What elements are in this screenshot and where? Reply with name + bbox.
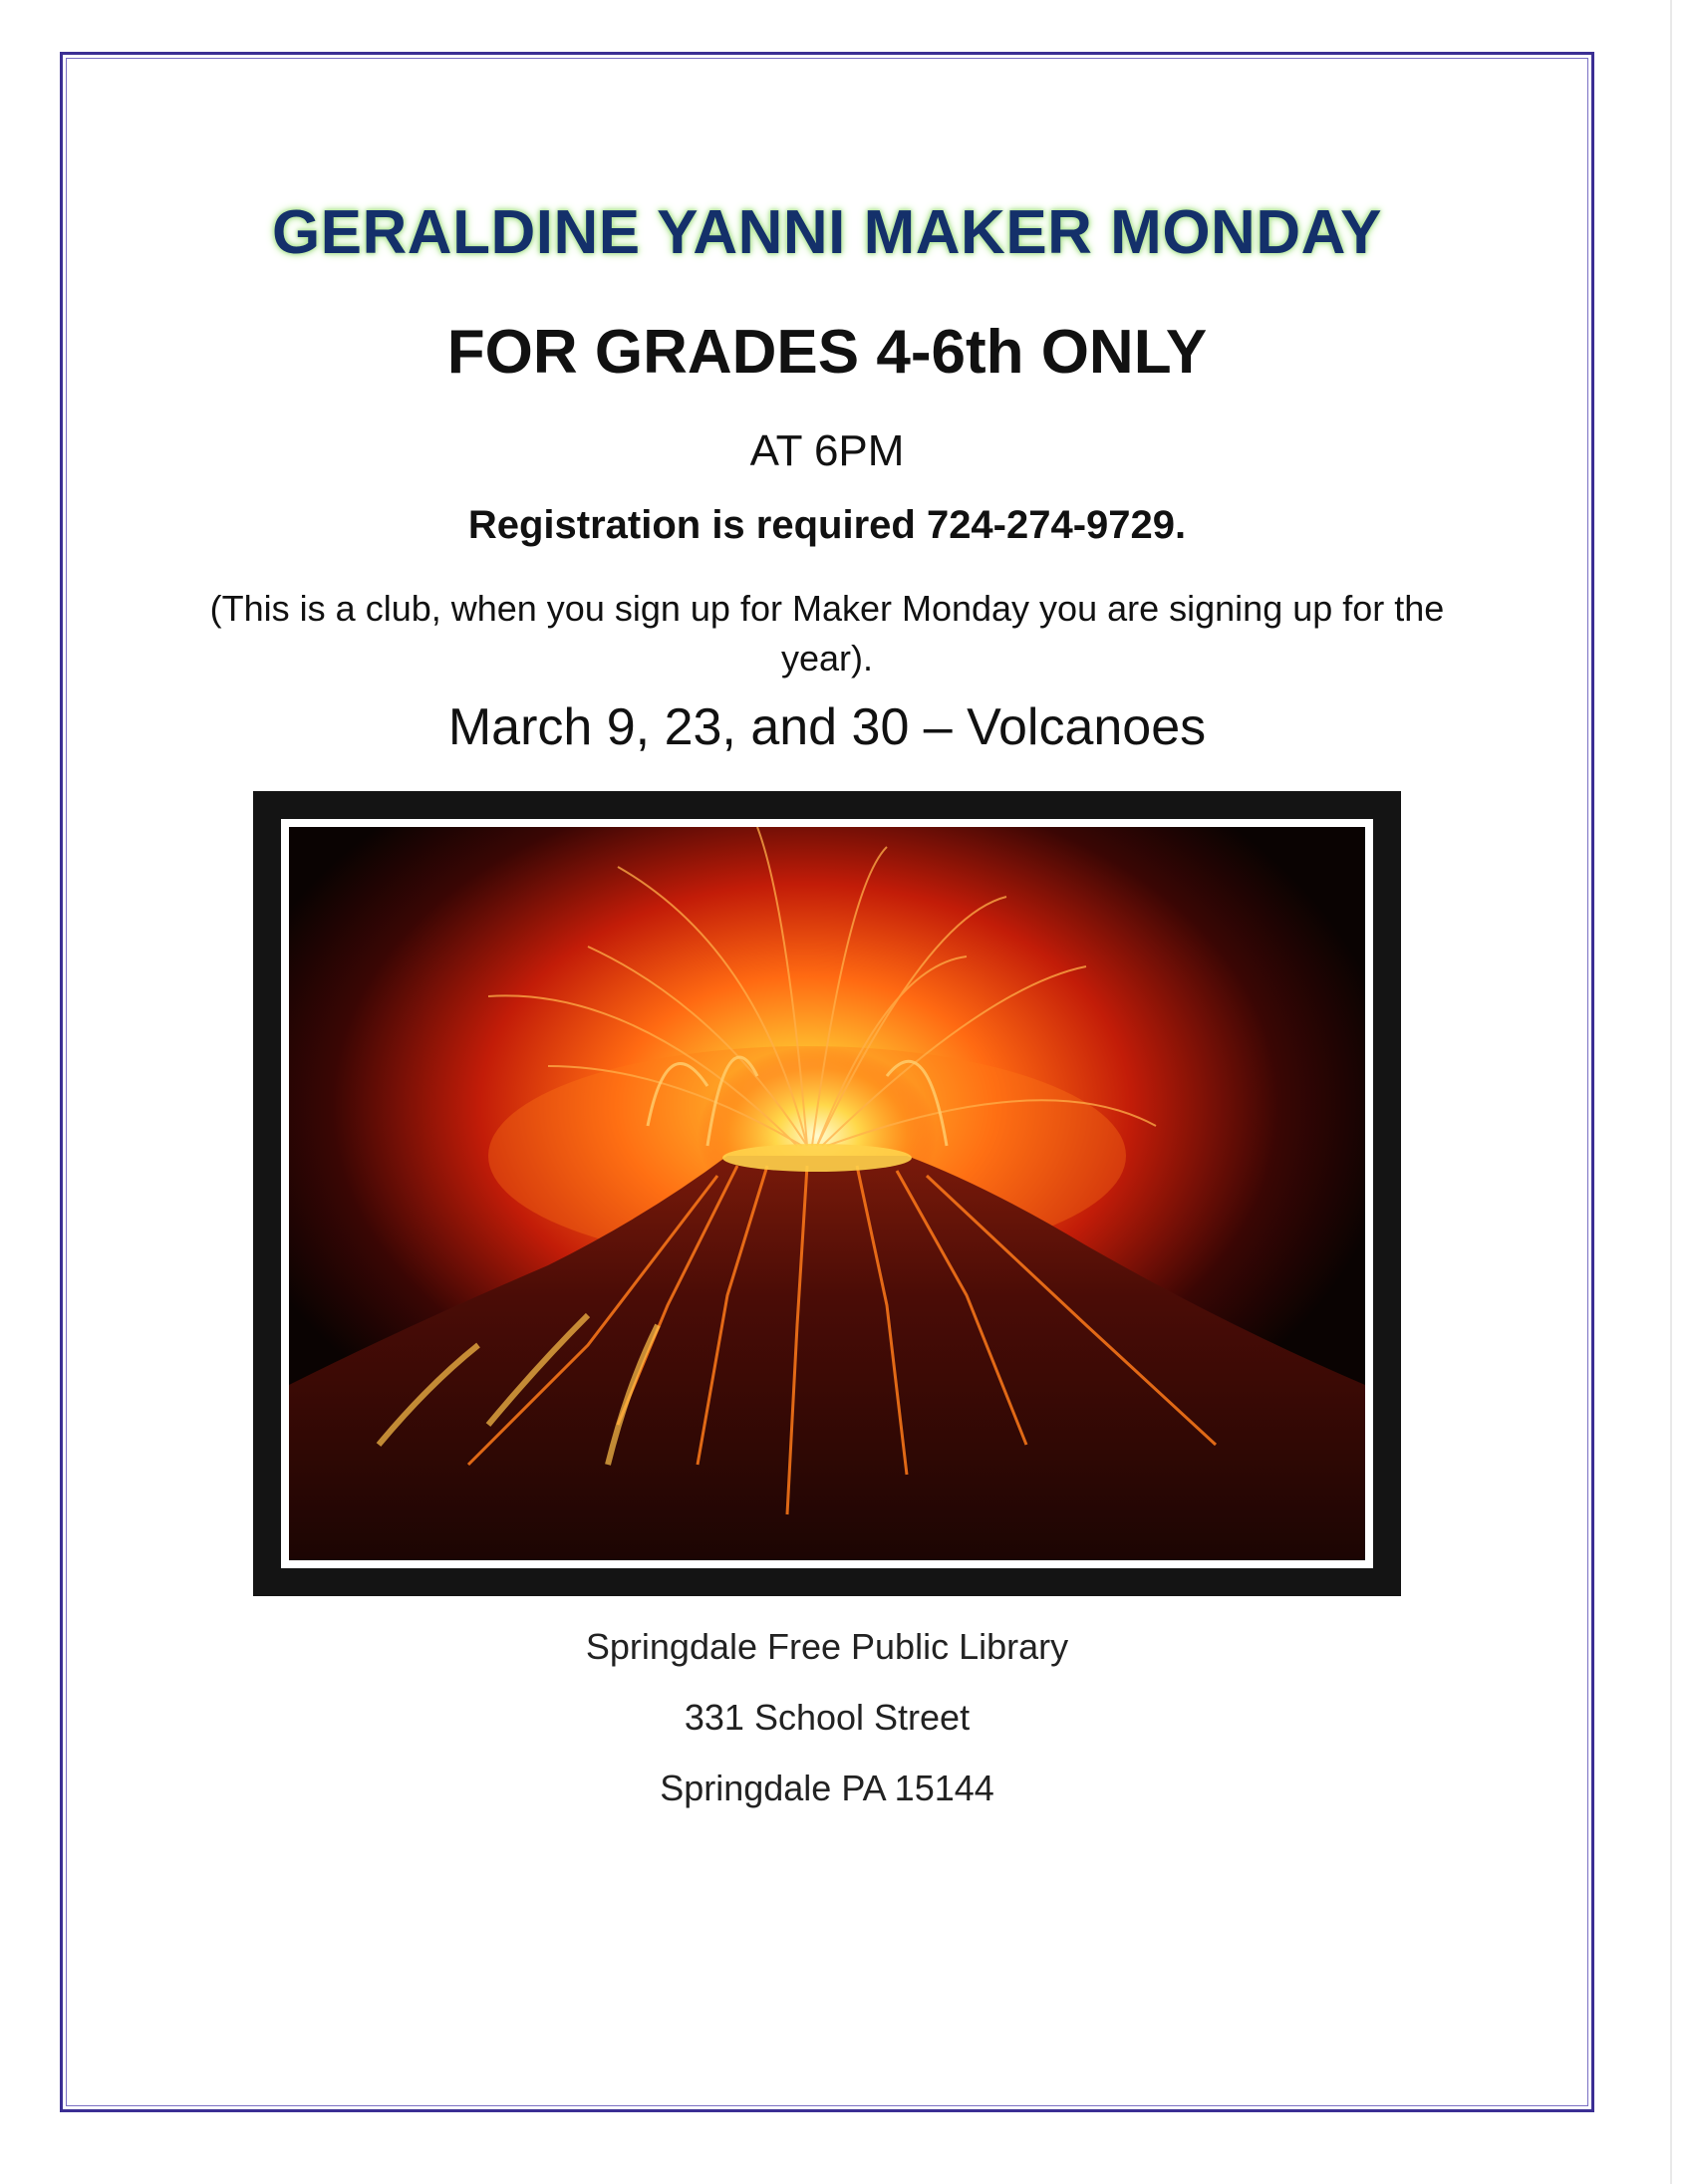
volcano-illustration xyxy=(289,827,1365,1560)
volcano-photo xyxy=(289,827,1365,1560)
scan-edge-line xyxy=(1670,0,1672,2184)
library-street: 331 School Street xyxy=(684,1697,971,1738)
event-time: AT 6PM xyxy=(749,426,905,475)
volcano-photo-frame xyxy=(253,791,1401,1596)
grade-restriction: FOR GRADES 4-6th ONLY xyxy=(446,318,1208,387)
flyer-title: GERALDINE YANNI MAKER MONDAY xyxy=(271,198,1383,267)
library-city: Springdale PA 15144 xyxy=(660,1768,994,1808)
club-note: (This is a club, when you sign up for Maker Monday you are signing up for the year). xyxy=(209,588,1445,679)
volcano-photo-mat xyxy=(281,819,1373,1568)
event-dates: March 9, 23, and 30 – Volcanoes xyxy=(447,698,1207,756)
library-name: Springdale Free Public Library xyxy=(585,1626,1069,1667)
registration-notice: Registration is required 724-274-9729. xyxy=(467,503,1187,547)
